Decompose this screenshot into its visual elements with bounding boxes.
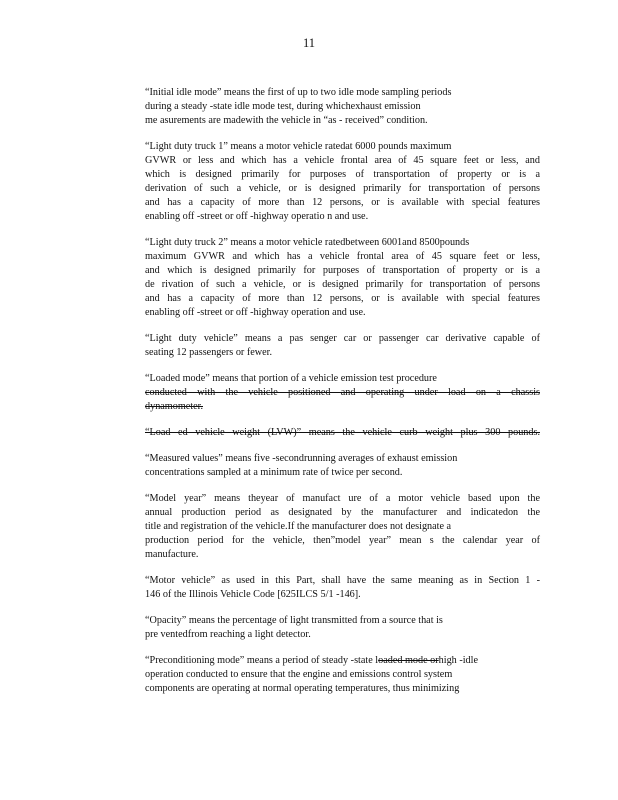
text-line: during a steady -state idle mode test, during whichexhaust emission [145, 101, 421, 112]
text-line: “Model year” means theyear of manufact ure of a motor vehicle based upon the [145, 493, 540, 504]
text-line: 146 of the Illinois Vehicle Code [625ILCS 5/1 -146]. [145, 589, 361, 600]
text-line: “Opacity” means the percentage of light transmitted from a source that is [145, 615, 443, 626]
text-line: and has a capacity of more than 12 persons, or is available with special features [145, 197, 540, 208]
text-line: de rivation of such a vehicle, or is designed primarily for transportation of persons [145, 279, 540, 290]
text-line: and has a capacity of more than 12 persons, or is available with special features [145, 293, 540, 304]
text-line: “Initial idle mode” means the first of up to two idle mode sampling periods [145, 87, 452, 98]
text-line: and which is designed primarily for purposes of transportation of property or is a [145, 265, 540, 276]
def-loaded-mode [145, 372, 540, 414]
text-line: title and registration of the vehicle.If the manufacturer does not designate a [145, 521, 452, 532]
text-line: maximum GVWR and which has a vehicle frontal area of 45 square feet or less, [145, 251, 540, 262]
definitions-body [145, 86, 540, 708]
def-light-duty-truck-1 [145, 140, 540, 224]
text-line: components are operating at normal operating temperatures, thus minimizing [145, 683, 460, 694]
text-line: enabling off -street or off -highway operatio n and use. [145, 211, 369, 222]
text-line: seating 12 passengers or fewer. [145, 347, 273, 358]
page-number: 11 [302, 36, 316, 50]
def-loaded-vehicle-weight [145, 426, 540, 440]
text-segment: high -idle [438, 655, 478, 666]
text-line: derivation of such a vehicle, or is designed primarily for transportation of persons [145, 183, 540, 194]
text-line [145, 654, 540, 668]
text-line: dynamometer. [145, 401, 203, 412]
text-line: “Light duty truck 1” means a motor vehicle ratedat 6000 pounds maximum [145, 141, 452, 152]
text-line: which is designed primarily for purposes of transportation of property or is a [145, 169, 540, 180]
text-line: concentrations sampled at a minimum rate of twice per second. [145, 467, 403, 478]
text-line: GVWR or less and which has a vehicle frontal area of 45 square feet or less, and [145, 155, 540, 166]
text-line: operation conducted to ensure that the engine and emissions control system [145, 669, 453, 680]
text-line: production period for the vehicle, then”model year” mean s the calendar year of [145, 535, 540, 546]
def-light-duty-vehicle [145, 332, 540, 360]
text-line: “Light duty vehicle” means a pas senger car or passenger car derivative capable of [145, 333, 540, 344]
text-line: pre ventedfrom reaching a light detector. [145, 629, 311, 640]
text-line: “Motor vehicle” as used in this Part, shall have the same meaning as in Section 1 - [145, 575, 540, 586]
text-line: annual production period as designated by the manufacturer and indicatedon the [145, 507, 540, 518]
def-preconditioning-mode [145, 654, 540, 696]
text-line: conducted with the vehicle positioned and operating under load on a chassis [145, 387, 540, 398]
text-line: me asurements are madewith the vehicle in “as - received” condition. [145, 115, 428, 126]
text-line: “Load ed vehicle weight (LVW)” means the vehicle curb weight plus 300 pounds. [145, 427, 540, 438]
text-line: manufacture. [145, 549, 199, 560]
def-model-year [145, 492, 540, 562]
text-line: “Light duty truck 2” means a motor vehicle ratedbetween 6001and 8500pounds [145, 237, 470, 248]
struck-text: oaded mode or [378, 655, 439, 666]
def-light-duty-truck-2 [145, 236, 540, 320]
def-opacity [145, 614, 540, 642]
def-motor-vehicle [145, 574, 540, 602]
def-measured-values [145, 452, 540, 480]
def-initial-idle-mode [145, 86, 540, 128]
text-line: enabling off -street or off -highway operation and use. [145, 307, 366, 318]
text-line: “Measured values” means five -secondrunning averages of exhaust emission [145, 453, 458, 464]
text-line: “Loaded mode” means that portion of a vehicle emission test procedure [145, 373, 437, 384]
text-segment: “Preconditioning mode” means a period of steady -state l [145, 655, 379, 666]
